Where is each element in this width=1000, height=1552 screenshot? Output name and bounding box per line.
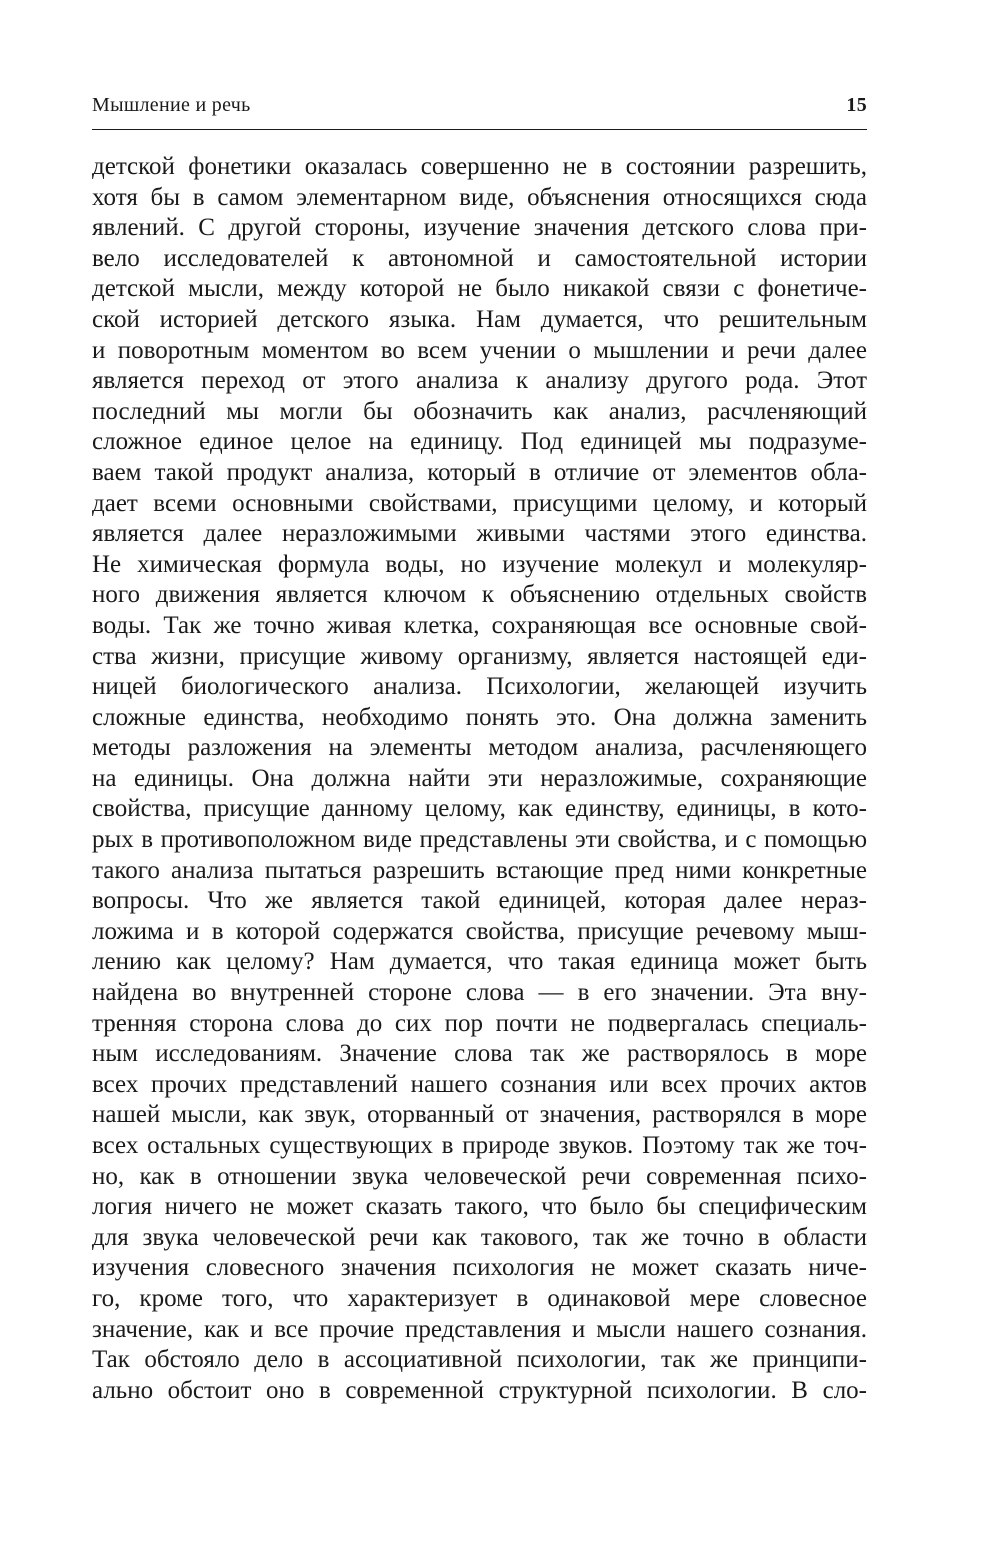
page-number: 15	[846, 94, 867, 116]
text-line: ства жизни, присущие живому организму, является настоящей еди-	[92, 642, 867, 670]
text-line: вопросы. Что же является такой единицей, которая далее нераз-	[92, 887, 867, 915]
text-line: на единицы. Она должна найти эти неразложимые, сохраняющие	[92, 764, 867, 792]
text-line: детской фонетики оказалась совершенно не в состоянии разрешить,	[92, 153, 867, 180]
text-line: является переход от этого анализа к анализу другого рода. Этот	[92, 367, 867, 395]
text-line: вело исследователей к автономной и самостоятельной истории	[92, 244, 867, 272]
text-line: и поворотным моментом во всем учении о мышлении и речи далее	[92, 336, 867, 364]
text-line: дает всеми основными свойствами, присущими целому, и который	[92, 489, 867, 517]
text-line: лению как целому? Нам думается, что такая единица может быть	[92, 948, 867, 976]
text-line: Не химическая формула воды, но изучение молекул и молекуляр-	[92, 550, 867, 578]
text-line: последний мы могли бы обозначить как анализ, расчленяющий	[92, 397, 867, 425]
text-line: воды. Так же точно живая клетка, сохраняющая все основные свой-	[92, 611, 867, 639]
text-line: хотя бы в самом элементарном виде, объяснения относящихся сюда	[92, 183, 867, 211]
text-line: тренняя сторона слова до сих пор почти не подвергалась специаль-	[92, 1009, 867, 1037]
body-text	[92, 152, 867, 1406]
text-line: всех остальных существующих в природе звуков. Поэтому так же точ-	[92, 1132, 867, 1159]
running-title: Мышление и речь	[92, 94, 251, 116]
text-line: для звука человеческой речи как такового, так же точно в области	[92, 1223, 867, 1251]
text-line: методы разложения на элементы методом анализа, расчленяющего	[92, 734, 867, 762]
text-line: ложима и в которой содержатся свойства, присущие речевому мыш-	[92, 917, 867, 945]
text-line: детской мысли, между которой не было никакой связи с фонетиче-	[92, 275, 867, 303]
text-line: ным исследованиям. Значение слова так же растворялось в море	[92, 1040, 867, 1068]
text-line: ницей биологического анализа. Психологии, желающей изучить	[92, 673, 867, 701]
text-line: го, кроме того, что характеризует в одинаковой мере словесное	[92, 1284, 867, 1312]
text-line: ваем такой продукт анализа, который в отличие от элементов обла-	[92, 458, 867, 486]
running-head	[92, 94, 867, 118]
text-line: ного движения является ключом к объяснению отдельных свойств	[92, 581, 867, 609]
text-line: свойства, присущие данному целому, как единству, единицы, в кото-	[92, 795, 867, 823]
text-line: найдена во внутренней стороне слова — в его значении. Эта вну-	[92, 979, 867, 1007]
text-line: Так обстояло дело в ассоциативной психологии, так же принципи-	[92, 1346, 867, 1374]
text-line: нашей мысли, как звук, оторванный от значения, растворялся в море	[92, 1101, 867, 1129]
text-line: сложное единое целое на единицу. Под единицей мы подразуме-	[92, 428, 867, 456]
text-line: ской историей детского языка. Нам думается, что решительным	[92, 305, 867, 333]
text-line: рых в противоположном виде представлены эти свойства, и с помощью	[92, 826, 867, 854]
text-line: всех прочих представлений нашего сознания или всех прочих актов	[92, 1070, 867, 1098]
text-line: изучения словесного значения психология не может сказать ниче-	[92, 1254, 867, 1282]
text-line: значение, как и все прочие представления и мысли нашего сознания.	[92, 1315, 867, 1343]
text-line: сложные единства, необходимо понять это. Она должна заменить	[92, 703, 867, 731]
header-rule	[92, 129, 867, 130]
text-line: но, как в отношении звука человеческой речи современная психо-	[92, 1162, 867, 1190]
text-line: логия ничего не может сказать такого, что было бы специфическим	[92, 1193, 867, 1221]
text-line: является далее неразложимыми живыми частями этого единства.	[92, 520, 867, 548]
text-line: явлений. С другой стороны, изучение значения детского слова при-	[92, 214, 867, 242]
text-line: такого анализа пытаться разрешить встающие пред ними конкретные	[92, 856, 867, 884]
text-line: ально обстоит оно в современной структурной психологии. В сло-	[92, 1376, 867, 1404]
